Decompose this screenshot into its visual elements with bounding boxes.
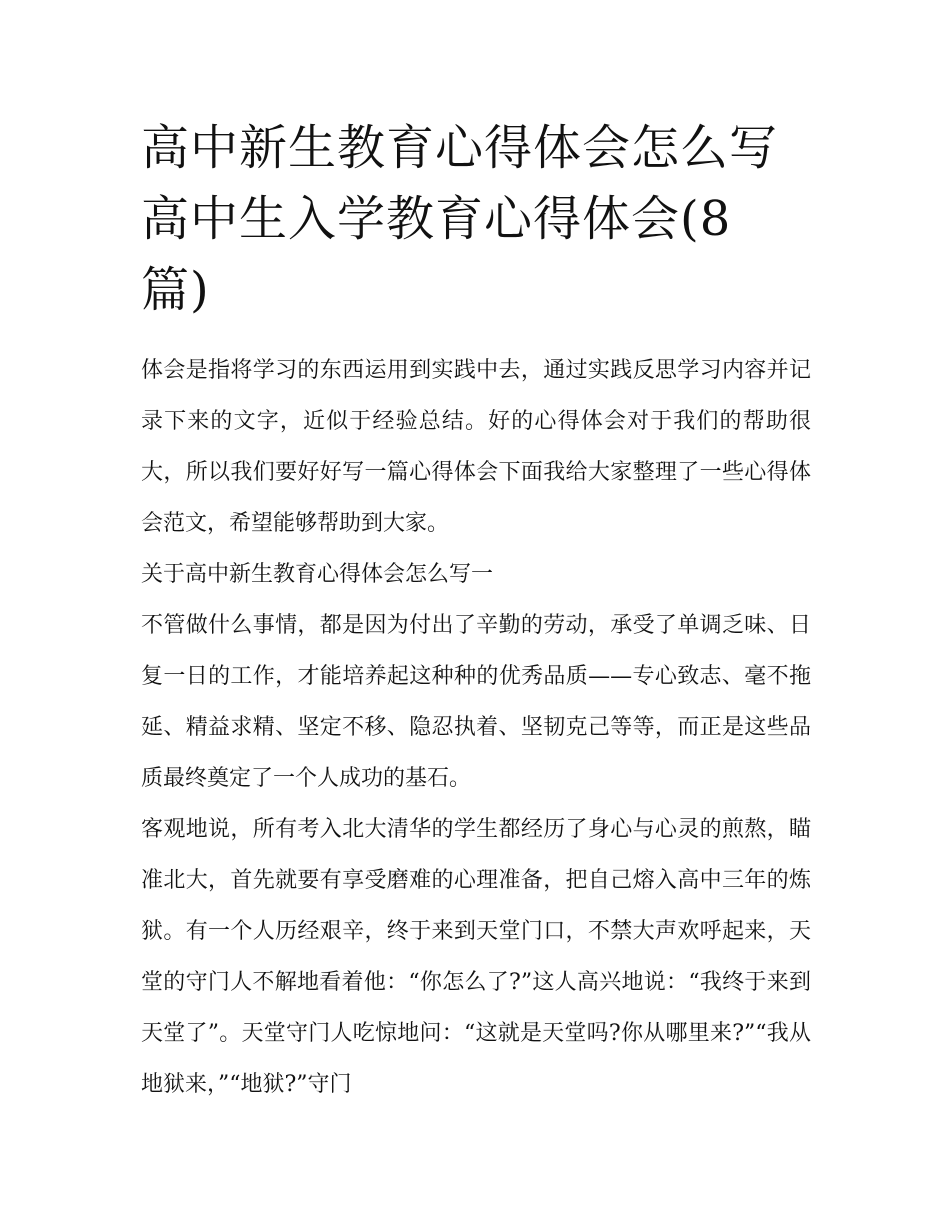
document-body bbox=[141, 345, 811, 1110]
title-line-1: 高中新生教育心得体会怎么写 bbox=[141, 120, 779, 176]
section-heading: 关于高中新生教育心得体会怎么写一 bbox=[141, 562, 494, 587]
body-paragraph-2: 客观地说，所有考入北大清华的学生都经历了身心与心灵的煎熬，瞄准北大，首先就要有享受磨难的心理准备，把自己熔入高中三年的炼狱。有一个人历经艰辛，终于来到天堂门口，不禁大声欢呼起来，天堂的守门人不解地看着他：“你怎么了?”这人高兴地说：“我终于来到天堂了”。天堂守门人吃惊地问：“这就是天堂吗?你从哪里来?”“我从地狱来，”“地狱?”守门 bbox=[141, 817, 811, 1097]
title-line-2: 高中生入学教育心得体会(8 bbox=[141, 191, 732, 247]
title-line-3: 篇) bbox=[141, 262, 210, 318]
intro-paragraph: 体会是指将学习的东西运用到实践中去，通过实践反思学习内容并记录下来的文字，近似于经验总结。好的心得体会对于我们的帮助很大，所以我们要好好写一篇心得体会下面我给大家整理了一些心得体会范文，希望能够帮助到大家。 bbox=[141, 358, 811, 536]
body-paragraph-1: 不管做什么事情，都是因为付出了辛勤的劳动，承受了单调乏味、日复一日的工作，才能培养起这种种的优秀品质——专心致志、毫不拖延、精益求精、坚定不移、隐忍执着、坚韧克己等等，而正是这些品质最终奠定了一个人成功的基石。 bbox=[141, 613, 811, 791]
document-title bbox=[141, 113, 811, 326]
document-page bbox=[141, 113, 811, 1110]
